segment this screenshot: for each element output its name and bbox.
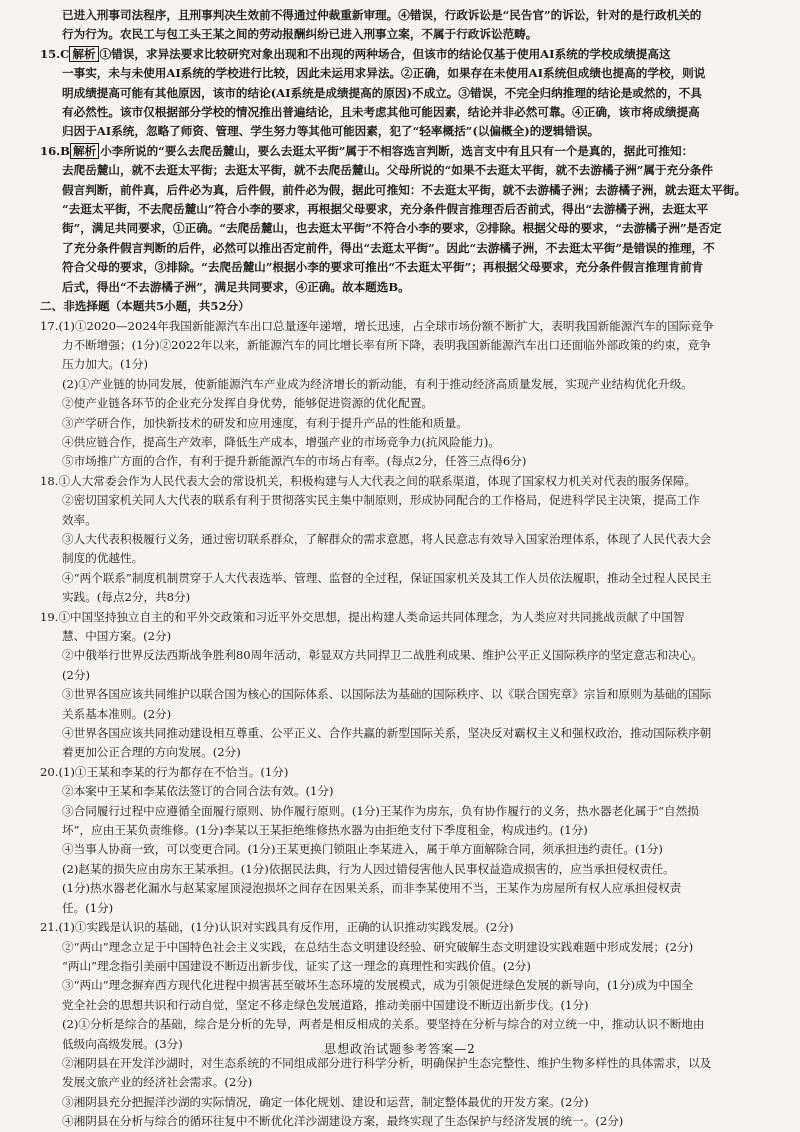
text-line bbox=[40, 45, 756, 64]
text-line bbox=[40, 25, 756, 44]
text-line bbox=[40, 802, 756, 821]
text-line bbox=[40, 724, 756, 743]
line-text: “两山”理念指引美丽中国建设不断迈出新步伐，证实了这一理念的真理性和实践价值。(2分) bbox=[62, 958, 531, 973]
line-text: 二、非选择题（本题共5小题，共52分） bbox=[40, 299, 250, 314]
line-text: (2)①产业链的协同发展，使新能源汽车产业成为经济增长的新动能，有利于推动经济高质量发展，实现产业结构优化升级。 bbox=[62, 376, 693, 391]
line-text: ②湘阴县在开发洋沙湖时，对生态系统的不同组成部分进行科学分析，明确保护生态完整性、维护生物多样性的具体需求，以及 bbox=[62, 1055, 712, 1070]
text-line bbox=[40, 355, 756, 374]
line-text: (1)①实践是认识的基础，(1分)认识对实践具有反作用，正确的认识推动实践发展。(2分) bbox=[58, 920, 514, 935]
line-text: 关系基本准则。(2分) bbox=[62, 706, 172, 721]
line-text: ②本案中王某和李某依法签订的合同合法有效。(1分) bbox=[62, 784, 334, 799]
line-text: (2分) bbox=[62, 667, 91, 682]
line-text: ④湘阴县在分析与综合的循环往复中不断优化洋沙湖建设方案，最终实现了生态保护与经济发展的统一。(2分) bbox=[62, 1114, 624, 1129]
line-text: 后式，得出“不去游橘子洲”，满足共同要求，④正确。故本题选B。 bbox=[62, 279, 410, 294]
text-line bbox=[40, 181, 756, 200]
text-line bbox=[40, 6, 756, 25]
line-text: 街”，满足共同要求，①正确。“去爬岳麓山，也去逛太平街”不符合小李的要求，②排除。根据父母的要求，“去游橘子洲”是否定 bbox=[62, 221, 722, 236]
question-number: 18. bbox=[40, 473, 59, 488]
text-line bbox=[40, 258, 756, 277]
line-text: ②使产业链各环节的企业充分发挥自身优势，能够促进资源的优化配置。 bbox=[62, 396, 434, 411]
text-line bbox=[40, 840, 756, 859]
line-text: 了充分条件假言判断的后件，必然可以推出否定前件，得出“去逛太平街”。因此“去游橘子洲，不去逛太平街”是错误的推理，不 bbox=[62, 240, 715, 255]
text-line bbox=[40, 64, 756, 83]
line-text: 有必然性。该市仅根据部分学校的情况推出普遍结论，且未考虑其他可能因素，结论并非必然可靠。④正确，该市将成绩提高 bbox=[62, 105, 700, 120]
line-text: 符合父母的要求，③排除。“去爬岳麓山”根据小李的要求可推出“不去逛太平街”；再根据父母要求，充分条件假言推理肯前肯 bbox=[62, 260, 704, 275]
line-text: ③世界各国应该共同维护以联合国为核心的国际体系、以国际法为基础的国际秩序、以《联合国宪章》宗旨和原则为基础的国际 bbox=[62, 687, 712, 702]
text-line bbox=[40, 860, 756, 879]
line-text: 实践。(每点2分，共8分) bbox=[62, 590, 191, 605]
text-line bbox=[40, 219, 756, 238]
text-line bbox=[40, 394, 756, 413]
line-text: ③人大代表积极履行义务，通过密切联系群众，了解群众的需求意愿，将人民意志有效导入国家治理体系，体现了人民代表大会 bbox=[62, 531, 712, 546]
text-line bbox=[40, 918, 756, 937]
text-line bbox=[40, 200, 756, 219]
text-line bbox=[40, 938, 756, 957]
text-line bbox=[40, 433, 756, 452]
line-text: ③湘阴县充分把握洋沙湖的实际情况，确定一体化规划、建设和运营，制定整体最优的开发方案。(2分) bbox=[62, 1094, 589, 1109]
text-line bbox=[40, 821, 756, 840]
line-text: 去爬岳麓山，就不去逛太平街；去逛太平街，就不去爬岳麓山。父母所说的“如果不去逛太平街，就不去游橘子洲”属于充分条件 bbox=[62, 163, 713, 178]
page-footer: 思想政治试题参考答案—2 bbox=[324, 1042, 476, 1056]
text-line bbox=[40, 685, 756, 704]
line-text: ②中俄举行世界反法西斯战争胜利80周年活动，彰显双方共同捍卫二战胜利成果、维护公平正义国际秩序的坚定意志和决心。 bbox=[62, 648, 703, 663]
line-text: 慧、中国方案。(2分) bbox=[62, 629, 172, 643]
line-text: 假言判断，前件真，后件必为真，后件假，前件必为假，据此可推知：不去逛太平街，就不去游橘子洲；去游橘子洲，就去逛太平街。 bbox=[62, 182, 747, 197]
line-text: 已进入刑事司法程序，且刑事判决生效前不得通过仲裁重新审理。④错误，行政诉讼是“民告官”的诉讼，针对的是行政机关的 bbox=[62, 8, 702, 22]
line-text: 归因于AI系统，忽略了师资、管理、学生努力等其他可能因素，犯了“轻率概括”(以偏概全)的逻辑错误。 bbox=[62, 124, 600, 139]
line-text: 力不断增强；(1分)②2022年以来，新能源汽车的同比增长率有所下降，表明我国新能源汽车出口还面临外部政策的约束，竞争 bbox=[62, 337, 711, 352]
line-text: 坏”，应由王某负责维修。(1分)李某以王某拒绝维修热水器为由拒绝支付下季度租金，构成违约。(1分) bbox=[62, 823, 588, 838]
question-number: 21. bbox=[40, 920, 59, 935]
line-text: ①错误，求异法要求比较研究对象出现和不出现的两种场合，但该市的结论仅基于使用AI系统的学校成绩提高这 bbox=[99, 46, 671, 61]
text-line bbox=[40, 122, 756, 141]
text-line bbox=[40, 976, 756, 995]
line-text: (2)赵某的损失应由房东王某承担。(1分)依据民法典，行为人因过错侵害他人民事权益造成损害的，应当承担侵权责任。 bbox=[62, 861, 675, 876]
line-text: (2)①分析是综合的基础，综合是分析的先导，两者是相反相成的关系。要坚持在分析与综合的对立统一中，推动认识不断地由 bbox=[62, 1017, 705, 1032]
text-line bbox=[40, 491, 756, 510]
line-text: 小李所说的“要么去爬岳麓山，要么去逛太平街”属于不相容选言判断，选言支中有且只有一个是真的，据此可推知： bbox=[100, 143, 694, 158]
text-line bbox=[40, 530, 756, 549]
text-line bbox=[40, 375, 756, 394]
line-text: ①人大常委会作为人民代表大会的常设机关，积极构建与人大代表之间的联系渠道，体现了国家权力机关对代表的服务保障。 bbox=[58, 473, 697, 488]
question-number: 16.B bbox=[40, 143, 70, 158]
text-line bbox=[40, 1015, 756, 1034]
text-line bbox=[40, 511, 756, 530]
text-line bbox=[40, 84, 756, 103]
line-text: ②密切国家机关同人大代表的联系有利于贯彻落实民主集中制原则，形成协同配合的工作格局，促进科学民主决策，提高工作 bbox=[62, 493, 700, 508]
line-text: ③产学研合作，加快新技术的研发和应用速度，有利于提升产品的性能和质量。 bbox=[62, 415, 468, 430]
line-text: 一事实，未与未使用AI系统的学校进行比较，因此未运用求异法。②正确，如果存在未使用AI系统但成绩也提高的学校，则说 bbox=[62, 66, 706, 81]
text-line bbox=[40, 957, 756, 976]
text-line bbox=[40, 608, 756, 627]
line-text: 着更加公正合理的方向发展。(2分) bbox=[62, 745, 241, 760]
line-text: 效率。 bbox=[62, 512, 97, 527]
text-line bbox=[40, 297, 756, 316]
text-line bbox=[40, 317, 756, 336]
question-number: 20. bbox=[40, 764, 59, 779]
line-text: ③合同履行过程中应遵循全面履行原则、协作履行原则。(1分)王某作为房东，负有协作履行的义务，热水器老化属于“自然损 bbox=[62, 803, 699, 818]
text-line bbox=[40, 899, 756, 918]
text-line bbox=[40, 161, 756, 180]
text-line bbox=[40, 743, 756, 762]
text-line bbox=[40, 569, 756, 588]
text-line bbox=[40, 1112, 756, 1131]
text-line bbox=[40, 763, 756, 782]
text-line bbox=[40, 666, 756, 685]
text-line bbox=[40, 549, 756, 568]
text-line bbox=[40, 1073, 756, 1092]
line-text: 低级向高级发展。(3分) bbox=[62, 1036, 183, 1051]
text-line bbox=[40, 472, 756, 491]
question-number: 19. bbox=[40, 609, 59, 624]
line-text: (1)①2020—2024年我国新能源汽车出口总量逐年递增，增长迅速，占全球市场份额不断扩大，表明我国新能源汽车的国际竞争 bbox=[58, 318, 714, 333]
text-line bbox=[40, 705, 756, 724]
line-text: ⑤市场推广方面的合作，有利于提升新能源汽车的市场占有率。(每点2分，任答三点得6分) bbox=[62, 454, 527, 469]
line-text: ②“两山”理念立足于中国特色社会主义实践，在总结生态文明建设经验、研究破解生态文明建设实践难题中形成发展；(2分) bbox=[62, 939, 694, 954]
analysis-tag: 解析 bbox=[69, 46, 98, 62]
line-text: “去逛太平街，不去爬岳麓山”符合小李的要求，再根据父母要求，充分条件假言推理否后否前式，得出“去游橘子洲，去逛太平 bbox=[62, 202, 709, 217]
text-line bbox=[40, 627, 756, 646]
question-number: 17. bbox=[40, 318, 59, 333]
text-line bbox=[40, 646, 756, 665]
line-text: 党全社会的思想共识和行动自觉，坚定不移走绿色发展道路，推动美丽中国建设不断迈出新步伐。(1分) bbox=[62, 997, 589, 1012]
text-line bbox=[40, 588, 756, 607]
text-line bbox=[40, 1093, 756, 1112]
line-text: (1分)热水器老化漏水与赵某家屋顶浸泡损坏之间存在因果关系，而非李某使用不当，王某作为房屋所有权人应承担侵权责 bbox=[62, 881, 682, 896]
text-line bbox=[40, 452, 756, 471]
line-text: ①中国坚持独立自主的和平外交政策和习近平外交思想，提出构建人类命运共同体理念，为人类应对共同挑战贡献了中国智 bbox=[58, 609, 685, 624]
text-line bbox=[40, 336, 756, 355]
line-text: 行为行为。农民工与包工头王某之间的劳动报酬纠纷已进入刑事立案，不属于行政诉讼范畴。 bbox=[62, 27, 538, 42]
text-line bbox=[40, 278, 756, 297]
text-line bbox=[40, 996, 756, 1015]
text-line bbox=[40, 142, 756, 161]
line-text: 任。(1分) bbox=[62, 900, 114, 915]
line-text: ④当事人协商一致，可以变更合同。(1分)王某更换门锁阻止李某进入，属于单方面解除合同，须承担违约责任。(1分) bbox=[62, 842, 663, 857]
line-text: ④供应链合作，提高生产效率，降低生产成本，增强产业的市场竞争力(抗风险能力)。 bbox=[62, 434, 501, 449]
text-line bbox=[40, 782, 756, 801]
line-text: 明成绩提高可能有其他原因，该市的结论(AI系统是成绩提高的原因)不成立。③错误，不完全归纳推理的结论是或然的，不具 bbox=[62, 85, 702, 100]
line-text: ④世界各国应该共同推动建设相互尊重、公平正义、合作共赢的新型国际关系，坚决反对霸权主义和强权政治，推动国际秩序朝 bbox=[62, 726, 712, 741]
line-text: ③“两山”理念摒弃西方现代化进程中损害甚至破坏生态环境的发展模式，成为引领促进绿色发展的新导向，(1分)成为中国全 bbox=[62, 978, 694, 993]
text-line bbox=[40, 239, 756, 258]
analysis-tag: 解析 bbox=[70, 143, 99, 159]
text-line bbox=[40, 879, 756, 898]
line-text: ④“两个联系”制度机制贯穿于人大代表选举、管理、监督的全过程，保证国家机关及其工作人员依法履职，推动全过程人民民主 bbox=[62, 570, 712, 585]
question-number: 15.C bbox=[40, 46, 70, 61]
line-text: 制度的优越性。 bbox=[62, 551, 144, 566]
line-text: 发展文旅产业的经济社会需求。(2分) bbox=[62, 1075, 253, 1090]
answer-body bbox=[40, 6, 756, 1132]
line-text: (1)①王某和李某的行为都存在不恰当。(1分) bbox=[58, 764, 289, 779]
text-line bbox=[40, 414, 756, 433]
line-text: 压力加大。(1分) bbox=[62, 357, 148, 372]
text-line bbox=[40, 103, 756, 122]
